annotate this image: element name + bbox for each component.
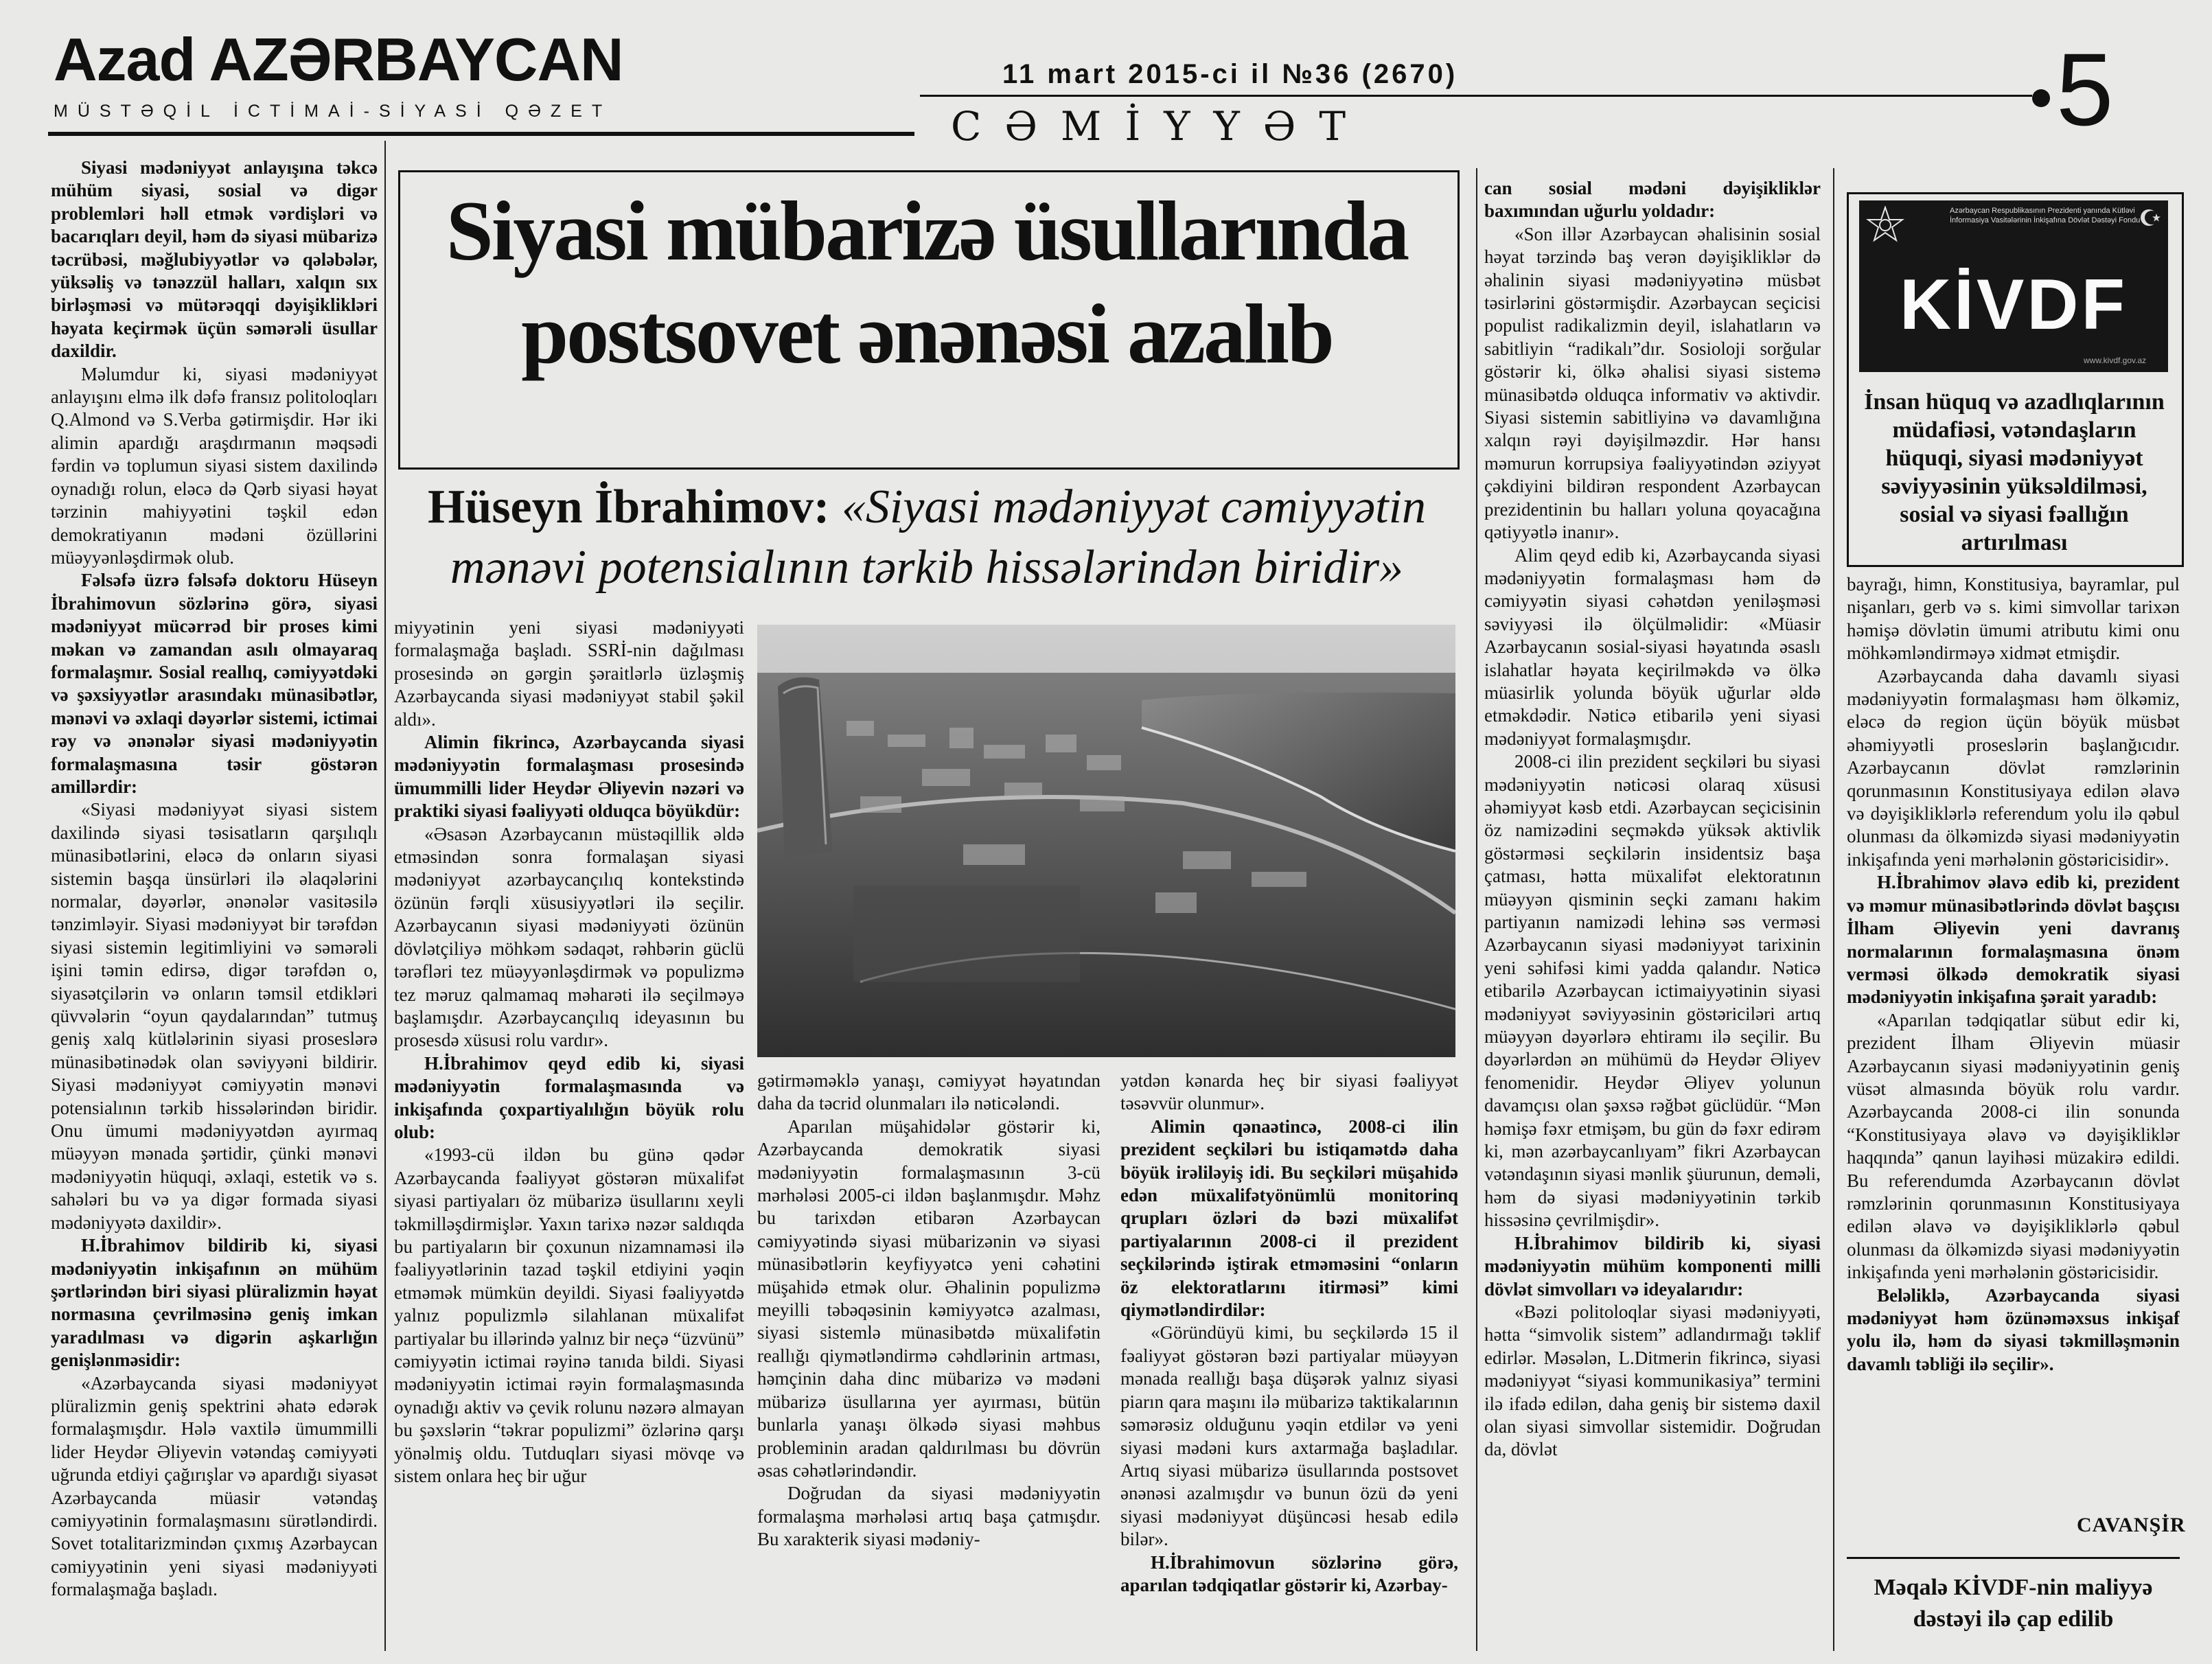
city-aerial-photo xyxy=(757,625,1455,1057)
credit-line: Məqalə KİVDF-nin maliyyə xyxy=(1874,1575,2153,1600)
kivdf-url: www.kivdf.gov.az xyxy=(2084,356,2147,365)
paragraph: Azərbaycanda daha davamlı siyasi mədəniyyətin formalaşması həm ölkəmiz, eləcə də region üçün böyük müsbət əhəmiyyətli proseslərin başlanğıcıdır. Azərbaycanın dövlət rəmzlərinin qorunmasının Konstitusiyaya edilən əlavə və dəyişikliklərlə referendum yolu ilə qəbul olunması da ölkəmizdə siyasi mədəniyyətin inkişafında yeni mərhələnin göstəricisidir». xyxy=(1847,665,2180,870)
credit-line: dəstəyi ilə çap edilib xyxy=(1913,1606,2114,1632)
column-rule xyxy=(1476,168,1477,1651)
paragraph: H.İbrahimov bildirib ki, siyasi mədəniyyətin inkişafının ən mühüm şərtlərindən biri siyasi plüralizmin həyat normasına çevrilməsinə geniş imkan yaradılması və digərin aşkarlığın genişlənməsidir: xyxy=(51,1235,378,1371)
sponsor-theme: İnsan hüquq və azadlıqlarının müdafiəsi, vətəndaşların hüquqi, siyasi mədəniyyət səviyyəsinin yüksəldilməsi, sosial və siyasi fəallığın artırılması xyxy=(1864,389,2165,555)
paragraph: «Aparılan tədqiqatlar sübut edir ki, prezident İlham Əliyevin müasir Azərbaycanın siyasi mədəniyyətinin geniş vüsət almasında böyük rolu vardır. Azərbaycanda 2008-ci ilin sonunda “Konstitusiyaya əlavə və dəyişikliklər haqqında” qanun layihəsi müzakirə edildi. Bu referendumda Azərbaycanın dövlət rəmzlərinin qorunmasının Konstitusiyaya edilən əlavə və dəyişikliklərlə qəbul olunması da ölkəmizdə siyasi mədəniyyətin inkişafında yeni mərhələnin göstəricisidir. xyxy=(1847,1009,2180,1283)
paragraph: «Azərbaycanda siyasi mədəniyyət plüralizmin geniş spektrini əhatə edərək formalaşmışdır. Hələ vaxtilə ümummilli lider Heydər Əliyevin vətəndaş cəmiyyəti uğrunda etdiyi çağırışlar və apardığı siyasət Azərbaycanda müasir vətəndaş cəmiyyətinin formalaşmasını sürətləndirdi. Sovet totalitarizmindən çıxmış Azərbaycan cəmiyyətinin yeni siyasi mədəniyyəti formalaşmağa başladı. xyxy=(51,1372,378,1600)
newspaper-title: Azad AZƏRBAYCAN xyxy=(54,25,623,93)
paragraph: 2008-ci ilin prezident seçkiləri bu siyasi mədəniyyətin nəticəsi olaraq xüsusi əhəmiyyət kəsb etdi. Azərbaycan seçicisinin öz namizədini seçməkdə yüksək aktivlik göstərməsi seçkilərin insidentsiz başa çatması, hətta müxalifət elektoratının müəyyən qisminin seçki zamanı hakim partiyanın namizədi lehinə səs verməsi Azərbaycanın siyasi mədəniyyət tarixinin yeni səhifəsi kimi yadda qalandır. Nəticə etibarilə Azərbaycan ictimaiyyətinin siyasi mədəniyyət səviyyəsinin göstəriciləri artıq müəyyən dəyərlərə ehtiramı ilə seçilir. Bu dəyərlərdən ən mühümü də Heydər Əliyev fenomenidir. Heydər Əliyev yolunun davamçısı olan şəxsə rəğbət güclüdür. “Mən həmişə fəxr etmişəm, bu gün də fəxr edirəm ki, mən azərbaycanlıyam” fikri Azərbaycan vətəndaşının siyasi mənlik şüurunun, deməli, həm də siyasi mədəniyyətinin tərkib hissəsinə çevrilmişdir». xyxy=(1484,751,1821,1231)
column-rule xyxy=(1833,168,1834,1651)
paragraph: H.İbrahimov bildirib ki, siyasi mədəniyyətin mühüm komponenti milli dövlət simvolları və ideyalarıdır: xyxy=(1484,1232,1821,1299)
article-column-4 xyxy=(1120,1070,1458,1632)
paragraph: bayrağı, himn, Konstitusiya, bayramlar, pul nişanları, gerb və s. kimi simvollar tarixən həmişə dövlətin ümumi atributu kimi onu möhkəmləndirməyə xidmət etmişdir. xyxy=(1847,574,2180,664)
paragraph: Alim qeyd edib ki, Azərbaycanda siyasi mədəniyyətin formalaşması həm də cəmiyyətin siyasi cəhətdən yeniləşməsi səviyyəsi ilə ölçülməlidir: «Müasir Azərbaycanın sosial-siyasi həyatında əsaslı islahatlar həyata keçirilməkdə və ölkə müasirlik yolunda böyük uğurlar əldə etməkdədir. Nəticə etibarilə yeni siyasi mədəniyyət formalaşmışdır. xyxy=(1484,544,1821,749)
paragraph: «Siyasi mədəniyyət siyasi sistem daxilində siyasi təsisatların qarşılıqlı münasibətlərini, eləcə də onların siyasi sistemin başqa ünsürləri ilə əlaqələrini normalar, dəyərlər, ənənələr vasitəsilə tənzimləyir. Siyasi mədəniyyət bir tərəfdən siyasi sistemin legitimliyini və səmərəli işini təmin edirsə, digər tərəfdən o, siyasətçilərin və onların təmsil etdikləri qüvvələrin “oyun qaydalarından” tutmuş geniş xalq kütlələrinin siyasi proseslərə münasibətinədək olan səviyyəni bildirir. Siyasi mədəniyyət cəmiyyətin mənəvi potensialının tərkib hissələrindən biridir. Onu ümumi mədəniyyətdən ayırmaq müəyyən mənada şərtidir, çünki mənəvi mədəniyyətin hüquqi, əxlaqi, estetik və s. sahələri bu və ya digər formada siyasi mədəniyyətə daxildir». xyxy=(51,799,378,1233)
masthead-rule-right xyxy=(920,95,2032,97)
article-column-1 xyxy=(51,157,378,1632)
credit-rule xyxy=(1847,1557,2180,1559)
paragraph: H.İbrahimovun sözlərinə görə, aparılan tədqiqatlar göstərir ki, Azərbay- xyxy=(1120,1551,1458,1595)
article-column-5 xyxy=(1484,177,1821,1632)
state-emblem-icon xyxy=(1866,206,1904,244)
paragraph: Məlumdur ki, siyasi mədəniyyət anlayışını elmə ilk dəfə fransız politoloqları Q.Almond və S.Verba gətirmişdir. Hər iki alimin apardığı araşdırmanın məqsədi fərdin və toplumun siyasi sistem daxilində oynadığı rolun, eləcə də Qərb siyasi həyat tərzinin mahiyyətini təşkil edən demokratiyanın mədəni özüllərini müəyyənləşdirmək olub. xyxy=(51,363,378,568)
page-number: 5 xyxy=(2056,32,2114,147)
paragraph: gətirməməklə yanaşı, cəmiyyət həyatından daha da təcrid olunmaları ilə nəticələndi. xyxy=(757,1070,1101,1114)
masthead-rule-left xyxy=(48,132,914,136)
funding-credit xyxy=(1847,1572,2180,1635)
article-column-2 xyxy=(394,616,744,1632)
article-subhead xyxy=(402,477,1452,598)
paragraph: Beləliklə, Azərbaycanda siyasi mədəniyyət həm özünəməxsus inkişaf yolu ilə, həm də siyasi təkmilləşmənin davamlı təbliği ilə seçilir». xyxy=(1847,1284,2180,1374)
paragraph: H.İbrahimov qeyd edib ki, siyasi mədəniyyətin formalaşmasında və inkişafında çoxpartiyalılığın böyük rolu olub: xyxy=(394,1052,744,1142)
paragraph: Fəlsəfə üzrə fəlsəfə doktoru Hüseyn İbrahimovun sözlərinə görə, siyasi mədəniyyət mücərrəd bir proses kimi məkan və zamandan asılı olmayaraq formalaşmır. Sosial reallıq, cəmiyyətdəki və şəxsiyyətlər arasındakı münasibətlər, mənəvi və əxlaqi dəyərlər sistemi, ictimai rəy və ənənələr siyasi mədəniyyətin formalaşmasına təsir göstərən amillərdir: xyxy=(51,570,378,797)
issue-date: 11 mart 2015-ci il №36 (2670) xyxy=(1002,59,1458,89)
paragraph: «Bəzi politoloqlar siyasi mədəniyyəti, hətta “simvolik sistem” adlandırmağı təklif edirlər. Məsələn, L.Ditmerin fikrincə, siyasi mədəniyyət “siyasi kommunikasiya” termini ilə ifadə edilən, daha geniş bir sistemə daxil olan siyasi simvollar sistemidir. Doğrudan da, dövlət xyxy=(1484,1301,1821,1460)
article-column-6 xyxy=(1847,573,2180,1507)
paragraph: «Son illər Azərbaycan əhalisinin sosial həyat tərzində baş verən dəyişikliklər də əhalinin siyasi mədəniyyətinə müsbət təsirlərini göstərmişdir. Azərbaycan seçicisi populist radikalizmin deyil, islahatların və sabitliyin “radikalı”dır. Sosioloji sorğular göstərir ki, ölkə əhalisi siyasi sistemə münasibətdə olduqca informativ və aktivdir. Siyasi sistemin sabitliyinə və davamlığına xalqın rəyi dəyişilməzdir. Hər hansı məmurun korrupsiya fəaliyyətindən əziyyət çəkdiyini bildirən respondent Azərbaycan prezidentinin bu halları yoluna qoyacağına qətiyyətlə inanır». xyxy=(1484,223,1821,543)
headline-line: postsovet ənənəsi azalıb xyxy=(521,287,1333,381)
subhead-speaker: Hüseyn İbrahimov: xyxy=(427,481,830,533)
paragraph: «Göründüyü kimi, bu seçkilərdə 15 il fəaliyyət göstərən bəzi partiyalar müəyyən mənada reallığı başa düşərək yalnız siyasi piarın qara maşını ilə mübarizə taktikalarının səmərəsiz olduğunu yəqin etdilər və yeni siyasi mədəni kurs axtarmağa başladılar. Artıq siyasi mübarizə üsullarında postsovet ənənəsi azalmışdır və bunun özü də yeni siyasi mədəniyyət düşüncəsi hesab edilə bilər». xyxy=(1120,1322,1458,1550)
kivdf-logo-text: KİVDF xyxy=(1900,265,2128,345)
paragraph: «1993-cü ildən bu günə qədər Azərbaycanda fəaliyyət göstərən müxalifət siyasi partiyaları öz mübarizə üsullarını xeyli təkmilləşdirmişlər. Yaxın tarixə nəzər saldıqda bu partiyaların bir çoxunun nizamnaməsi ilə fəaliyyətlərinin tazad təşkil etdiyini yəqin etməmək mümkün deyildi. Siyasi fəaliyyətdə yalnız populizmlə silahlanan müxalifət partiyalar bu illərində yalnız bir neçə “üzvünü” cəmiyyətin ictimai rəyinə tanıda bildi. Siyasi mədəniyyətin ictimai rəyin formalaşmasında oynadığı aktiv və çevik rolunu nəzərə almayan bu şəxslərin “təkrar populizmi” özlərinə qarşı yönəlmiş oldu. Tutduqları siyasi mövqe və sistem onlara heç bir uğur xyxy=(394,1144,744,1487)
article-headline xyxy=(405,180,1449,386)
paragraph: miyyətinin yeni siyasi mədəniyyəti formalaşmağa başladı. SSRİ-nin dağılması prosesində ən gərgin şəraitlərlə üzləşmiş Azərbaycanda siyasi mədəniyyət stabil şəkil aldı». xyxy=(394,617,744,730)
subhead-quote: «Siyasi mədəniyyət cəmiyyətin xyxy=(841,481,1427,533)
headline-line: Siyasi mübarizə üsullarında xyxy=(446,184,1408,278)
newspaper-subtitle: MÜSTƏQİL İCTİMAİ-SİYASİ QƏZET xyxy=(54,102,612,121)
paragraph: Aparılan müşahidələr göstərir ki, Azərbaycanda demokratik siyasi mədəniyyətin formalaşmasının 3-cü mərhələsi 2005-ci ildən başlanmışdır. Məhz bu tarixdən etibarən Azərbaycan cəmiyyətində siyasi mübarizənin və siyasi münasibətlərin keyfiyyətcə yeni cəhətini müşahidə etmək olur. Əhalinin populizmə meyilli təbəqəsinin kəmiyyətcə azalması, siyasi sistemlə münasibətdə müxalifətin reallığı qiymətləndirmə cəhdlərinin artması, həmçinin daha dinc mübarizə və mədəni mübarizə üsullarına yer ayırması, bütün bunlarla yanaşı ölkədə siyasi məhbus probleminin aradan qaldırılması bu dövrün əsas cəhətlərindəndir. xyxy=(757,1116,1101,1481)
paragraph: Alimin fikrincə, Azərbaycanda siyasi mədəniyyətin formalaşması prosesində ümummilli lider Heydər Əliyevin nəzəri və praktiki siyasi fəaliyyəti olduqca böyükdür: xyxy=(394,732,744,822)
section-title: CƏMİYYƏT xyxy=(951,103,1370,150)
paragraph: Siyasi mədəniyyət anlayışına təkcə mühüm siyasi, sosial və digər problemləri həll etmək vərdişləri və bacarıqları deyil, həm də siyasi mübarizə təcrübəsi, məğlubiyyətlər və qələbələr, yüksəliş və tənəzzül halları, xalqın sıx birləşməsi və mütərəqqi dəyişiklikləri həyata keçirmək üçün səmərəli üsullar daxildir. xyxy=(51,157,378,362)
article-column-3 xyxy=(757,1070,1101,1632)
paragraph: can sosial mədəni dəyişikliklər baxımından uğurlu yoldadır: xyxy=(1484,178,1821,222)
column-rule xyxy=(384,141,386,1651)
page-number-bullet xyxy=(2032,89,2050,107)
paragraph: «Əsasən Azərbaycanın müstəqillik əldə etməsindən sonra formalaşan siyasi mədəniyyət azərbaycançılıq kontekstində özünün fərqli xüsusiyyətləri ilə seçilir. Azərbaycanın siyasi mədəniyyəti özünün dövlətçiliyə möhkəm sədaqət, rəhbərin güclü tərəfləri tez müəyyənləşdirmək və populizmə tez məruz qalmamaq məharəti ilə seçilməyə başlamışdır. Azərbaycançılıq ideyasının bu prosesdə xüsusi rolu vardır». xyxy=(394,823,744,1051)
author-byline: CAVANŞİR xyxy=(2077,1514,2186,1536)
subhead-quote: mənəvi potensialının tərkib hissələrindən biridir» xyxy=(450,541,1404,594)
kivdf-caption: Azərbaycan Respublikasının Prezidenti yanında Kütləvi İnformasiya Vasitələrinin İnkişafına Dövlət Dəstəyi Fondu xyxy=(1950,207,2141,224)
paragraph: Doğrudan da siyasi mədəniyyətin formalaşma mərhələsi artıq başa çatmışdır. Bu xarakterik siyasi mədəniy- xyxy=(757,1483,1101,1550)
paragraph: yətdən kənarda heç bir siyasi fəaliyyət təsəvvür olunmur». xyxy=(1120,1070,1458,1114)
paragraph: Alimin qənaətincə, 2008-ci ilin prezident seçkiləri bu istiqamətdə daha böyük irəliləyiş idi. Bu seçkiləri müşahidə edən müxalifətyönümlü monitorinq qrupları özləri də bəzi müxalifət partiyalarının 2008-ci il prezident seçkilərində iştirak etməməsini “onların öz elektoratlarını itirməsi” kimi qiymətləndirdilər: xyxy=(1120,1116,1458,1321)
paragraph: H.İbrahimov əlavə edib ki, prezident və məmur münasibətlərində dövlət başçısı İlham Əliyevin yeni davranış normalarının formalaşmasına önəm verməsi ölkədə demokratik siyasi mədəniyyətin inkişafına şərait yaradıb: xyxy=(1847,872,2180,1008)
